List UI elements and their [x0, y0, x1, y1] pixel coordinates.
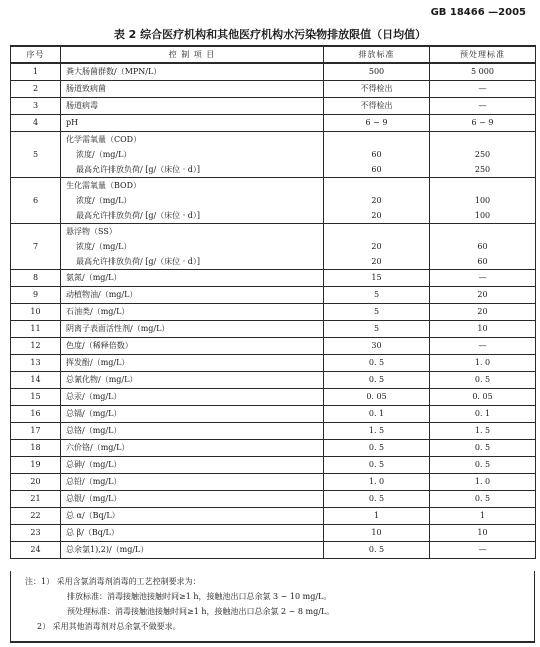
- control-item-cell: [61, 507, 324, 524]
- discharge-value-cell: [324, 286, 430, 303]
- table-row: [11, 388, 536, 405]
- discharge-value-cell: [324, 177, 430, 223]
- control-item: 总银/（mg/L）: [66, 494, 122, 503]
- control-item-cell: [61, 490, 324, 507]
- pretreat-value-cell: [430, 114, 536, 131]
- discharge-value: 10: [371, 528, 382, 537]
- discharge-value-cell: [324, 422, 430, 439]
- discharge-value-cell: [324, 354, 430, 371]
- pretreat-value: 60: [477, 241, 488, 251]
- pretreat-value: 1. 0: [474, 477, 491, 486]
- control-item-cell: [61, 473, 324, 490]
- row-number: 8: [11, 269, 61, 286]
- table-row: [11, 303, 536, 320]
- control-item: 浓度/（mg/L）: [76, 195, 132, 205]
- pretreat-value: 250: [474, 164, 491, 174]
- table-row: [11, 354, 536, 371]
- table-row: [11, 524, 536, 541]
- discharge-value-cell: [324, 371, 430, 388]
- control-item-cell: [61, 422, 324, 439]
- table-row: [11, 490, 536, 507]
- control-item-cell: [61, 97, 324, 114]
- pretreat-value: 5 000: [471, 67, 494, 77]
- table-row: [11, 97, 536, 114]
- control-item: 肠道病毒: [66, 101, 98, 110]
- row-number: 14: [11, 371, 61, 388]
- discharge-value: 5: [373, 324, 380, 333]
- control-item-cell: [61, 80, 324, 97]
- table-row: [11, 507, 536, 524]
- table-row: [11, 405, 536, 422]
- control-item: 生化需氧量（BOD）: [66, 180, 141, 190]
- control-item-cell: [61, 439, 324, 456]
- discharge-value: 20: [371, 195, 382, 205]
- discharge-value-cell: [324, 541, 430, 558]
- row-number: 2: [11, 80, 61, 97]
- pretreat-value: 0. 1: [474, 409, 491, 418]
- pretreat-value: —: [478, 545, 487, 554]
- pretreat-value-cell: [430, 320, 536, 337]
- control-item-cell: [61, 388, 324, 405]
- pretreat-value-cell: [430, 223, 536, 269]
- standard-number: GB 18466 —2005: [430, 7, 526, 18]
- discharge-value-cell: [324, 337, 430, 354]
- control-item-cell: [61, 320, 324, 337]
- discharge-value: 0. 5: [368, 443, 385, 452]
- pretreat-value-cell: [430, 388, 536, 405]
- pretreat-value: 0. 5: [474, 460, 491, 469]
- discharge-value-cell: [324, 80, 430, 97]
- table-row: [11, 422, 536, 439]
- pretreat-value-cell: [430, 286, 536, 303]
- control-item: 总汞/（mg/L）: [66, 392, 122, 401]
- row-number: 9: [11, 286, 61, 303]
- row-number: 17: [11, 422, 61, 439]
- control-item-cell: [61, 269, 324, 286]
- table-caption: 表 2 综合医疗机构和其他医疗机构水污染物排放限值（日均值）: [113, 28, 427, 41]
- pretreat-value: 1. 5: [474, 426, 491, 435]
- control-item: 氨氮/（mg/L）: [66, 273, 122, 282]
- discharge-value: 5: [373, 307, 380, 316]
- row-number: 12: [11, 337, 61, 354]
- row-number: 13: [11, 354, 61, 371]
- row-number: 22: [11, 507, 61, 524]
- discharge-value-cell: [324, 388, 430, 405]
- pretreat-value: 100: [474, 195, 491, 205]
- control-item-cell: [61, 354, 324, 371]
- control-item: 最高允许排放负荷/ [g/（床位 · d）]: [76, 210, 201, 220]
- pretreat-value: 250: [474, 149, 491, 159]
- discharge-value-cell: [324, 405, 430, 422]
- pretreat-value-cell: [430, 63, 536, 80]
- note-line: 预处理标准：消毒接触池接触时间≥1 h，接触池出口总余氯 2 ~ 8 mg/L。: [67, 607, 335, 616]
- pretreat-value: 10: [477, 528, 488, 537]
- control-item: 总铅/（mg/L）: [66, 477, 122, 486]
- pretreat-value: 20: [477, 290, 488, 299]
- table-row: [11, 456, 536, 473]
- row-number: 1: [11, 63, 61, 80]
- discharge-value: 不得检出: [360, 101, 393, 110]
- discharge-value-cell: [324, 97, 430, 114]
- control-item-cell: [61, 303, 324, 320]
- header-no: 序号: [11, 46, 61, 63]
- table-row: [11, 320, 536, 337]
- pretreat-value-cell: [430, 97, 536, 114]
- pretreat-value: 1. 0: [474, 358, 491, 367]
- row-number: 10: [11, 303, 61, 320]
- pretreat-value: 60: [477, 256, 488, 266]
- pretreat-value: —: [478, 341, 487, 350]
- table-row: [11, 473, 536, 490]
- row-number: 23: [11, 524, 61, 541]
- control-item: 最高允许排放负荷/ [g/（床位 · d）]: [76, 164, 201, 174]
- control-item: 浓度/（mg/L）: [76, 149, 132, 159]
- control-item: 总 β/（Bq/L）: [66, 528, 119, 537]
- control-item-cell: [61, 524, 324, 541]
- table-row: [11, 177, 536, 223]
- discharge-value: 15: [371, 273, 382, 282]
- table-header-row: [11, 46, 536, 63]
- discharge-value: 20: [371, 210, 382, 220]
- header-discharge: 排放标准: [324, 46, 430, 63]
- pretreat-value: 100: [474, 210, 491, 220]
- pretreat-value: 20: [477, 307, 488, 316]
- row-number: 16: [11, 405, 61, 422]
- row-number: 6: [11, 177, 61, 223]
- control-item: 挥发酚/（mg/L）: [66, 358, 130, 367]
- pretreat-value-cell: [430, 507, 536, 524]
- pretreat-value: —: [478, 273, 487, 282]
- control-item: 总氰化物/（mg/L）: [66, 375, 138, 384]
- pretreat-value-cell: [430, 177, 536, 223]
- pretreat-value-cell: [430, 405, 536, 422]
- pretreat-value: 0. 5: [474, 375, 491, 384]
- pretreat-value-cell: [430, 422, 536, 439]
- discharge-value-cell: [324, 114, 430, 131]
- control-item: 总余氯1),2)/（mg/L）: [66, 545, 149, 554]
- control-item-cell: [61, 63, 324, 80]
- pretreat-value-cell: [430, 473, 536, 490]
- discharge-value-cell: [324, 439, 430, 456]
- pretreat-value-cell: [430, 80, 536, 97]
- pretreat-value: 0. 5: [474, 494, 491, 503]
- discharge-value-cell: [324, 456, 430, 473]
- note-line: 2） 采用其他消毒剂对总余氯不做要求。: [37, 622, 181, 631]
- pretreat-value: 0. 05: [472, 392, 493, 401]
- control-item: 石油类/（mg/L）: [66, 307, 130, 316]
- discharge-value: 0. 5: [368, 460, 385, 469]
- control-item: 化学需氧量（COD）: [66, 134, 142, 144]
- pretreat-value-cell: [430, 490, 536, 507]
- discharge-value: 0. 5: [368, 375, 385, 384]
- pretreat-value: 10: [477, 324, 488, 333]
- control-item-cell: [61, 223, 324, 269]
- discharge-value: 0. 5: [368, 494, 385, 503]
- pretreat-value: [430, 132, 535, 147]
- discharge-value: 0. 5: [368, 358, 385, 367]
- pretreat-value: —: [478, 84, 487, 93]
- discharge-value: 30: [371, 341, 382, 350]
- control-item-cell: [61, 114, 324, 131]
- table-row: [11, 541, 536, 558]
- row-number: 24: [11, 541, 61, 558]
- control-item: 色度/（稀释倍数）: [66, 341, 133, 350]
- pretreat-value: 6 ~ 9: [471, 118, 494, 127]
- control-item: pH: [66, 118, 79, 127]
- control-item-cell: [61, 337, 324, 354]
- discharge-value: 60: [371, 149, 382, 159]
- pretreat-value-cell: [430, 269, 536, 286]
- pretreat-value: —: [478, 101, 487, 110]
- table-row: [11, 114, 536, 131]
- note-line: 排放标准：消毒接触池接触时间≥1 h，接触池出口总余氯 3 ~ 10 mg/L。: [67, 592, 332, 601]
- pretreat-value-cell: [430, 456, 536, 473]
- control-item: 悬浮物（SS）: [66, 226, 117, 236]
- control-item: 阴离子表面活性剂/（mg/L）: [66, 324, 170, 333]
- row-number: 21: [11, 490, 61, 507]
- control-item-cell: [61, 177, 324, 223]
- discharge-value: 0. 05: [366, 392, 387, 401]
- header-item: 控 制 项 目: [61, 46, 324, 63]
- control-item-cell: [61, 286, 324, 303]
- discharge-value: 5: [373, 290, 380, 299]
- control-item: 动植物油/（mg/L）: [66, 290, 138, 299]
- pretreat-value: [430, 178, 535, 193]
- row-number: 18: [11, 439, 61, 456]
- discharge-value: 不得检出: [360, 84, 393, 93]
- discharge-value-cell: [324, 320, 430, 337]
- discharge-value-cell: [324, 223, 430, 269]
- control-item: 六价铬/（mg/L）: [66, 443, 130, 452]
- table-row: [11, 439, 536, 456]
- control-item-cell: [61, 456, 324, 473]
- header-pretreat: 预处理标准: [430, 46, 536, 63]
- row-number: 19: [11, 456, 61, 473]
- discharge-value: 1: [373, 511, 380, 520]
- discharge-value: 60: [371, 164, 382, 174]
- discharge-value-cell: [324, 507, 430, 524]
- pretreat-value: [430, 224, 535, 239]
- control-item-cell: [61, 131, 324, 177]
- pretreat-value-cell: [430, 371, 536, 388]
- discharge-value-cell: [324, 473, 430, 490]
- discharge-value: 500: [368, 67, 385, 77]
- pretreat-value-cell: [430, 303, 536, 320]
- control-item: 总 α/（Bq/L）: [66, 511, 120, 520]
- row-number: 20: [11, 473, 61, 490]
- discharge-value: 20: [371, 256, 382, 266]
- row-number: 4: [11, 114, 61, 131]
- row-number: 3: [11, 97, 61, 114]
- discharge-value-cell: [324, 131, 430, 177]
- emission-limits-table: [10, 45, 536, 559]
- control-item: 总镉/（mg/L）: [66, 409, 122, 418]
- table-body: [11, 63, 536, 558]
- pretreat-value-cell: [430, 131, 536, 177]
- table-row: [11, 63, 536, 80]
- control-item-cell: [61, 541, 324, 558]
- discharge-value: [324, 132, 429, 147]
- discharge-value: 6 ~ 9: [365, 118, 388, 127]
- discharge-value: [324, 178, 429, 193]
- table-row: [11, 131, 536, 177]
- discharge-value-cell: [324, 524, 430, 541]
- discharge-value: 0. 1: [368, 409, 385, 418]
- discharge-value-cell: [324, 269, 430, 286]
- table-row: [11, 371, 536, 388]
- table-row: [11, 286, 536, 303]
- row-number: 5: [11, 131, 61, 177]
- control-item-cell: [61, 405, 324, 422]
- control-item: 总砷/（mg/L）: [66, 460, 122, 469]
- control-item: 粪大肠菌群数/（MPN/L）: [66, 67, 162, 77]
- discharge-value: 20: [371, 241, 382, 251]
- discharge-value-cell: [324, 303, 430, 320]
- control-item: 最高允许排放负荷/ [g/（床位 · d）]: [76, 256, 201, 266]
- pretreat-value-cell: [430, 337, 536, 354]
- discharge-value-cell: [324, 63, 430, 80]
- control-item: 肠道致病菌: [66, 84, 106, 93]
- table-row: [11, 223, 536, 269]
- discharge-value: 1. 5: [368, 426, 385, 435]
- discharge-value: 1. 0: [368, 477, 385, 486]
- row-number: 7: [11, 223, 61, 269]
- pretreat-value-cell: [430, 439, 536, 456]
- discharge-value-cell: [324, 490, 430, 507]
- pretreat-value-cell: [430, 354, 536, 371]
- row-number: 15: [11, 388, 61, 405]
- pretreat-value-cell: [430, 524, 536, 541]
- row-number: 11: [11, 320, 61, 337]
- control-item-cell: [61, 371, 324, 388]
- table-notes: [10, 571, 535, 643]
- discharge-value: [324, 224, 429, 239]
- pretreat-value: 1: [479, 511, 486, 520]
- table-row: [11, 337, 536, 354]
- note-line: 注：1） 采用含氯消毒剂消毒的工艺控制要求为：: [25, 577, 201, 586]
- table-row: [11, 80, 536, 97]
- pretreat-value: 0. 5: [474, 443, 491, 452]
- control-item: 总铬/（mg/L）: [66, 426, 122, 435]
- table-row: [11, 269, 536, 286]
- discharge-value: 0. 5: [368, 545, 385, 554]
- control-item: 浓度/（mg/L）: [76, 241, 132, 251]
- pretreat-value-cell: [430, 541, 536, 558]
